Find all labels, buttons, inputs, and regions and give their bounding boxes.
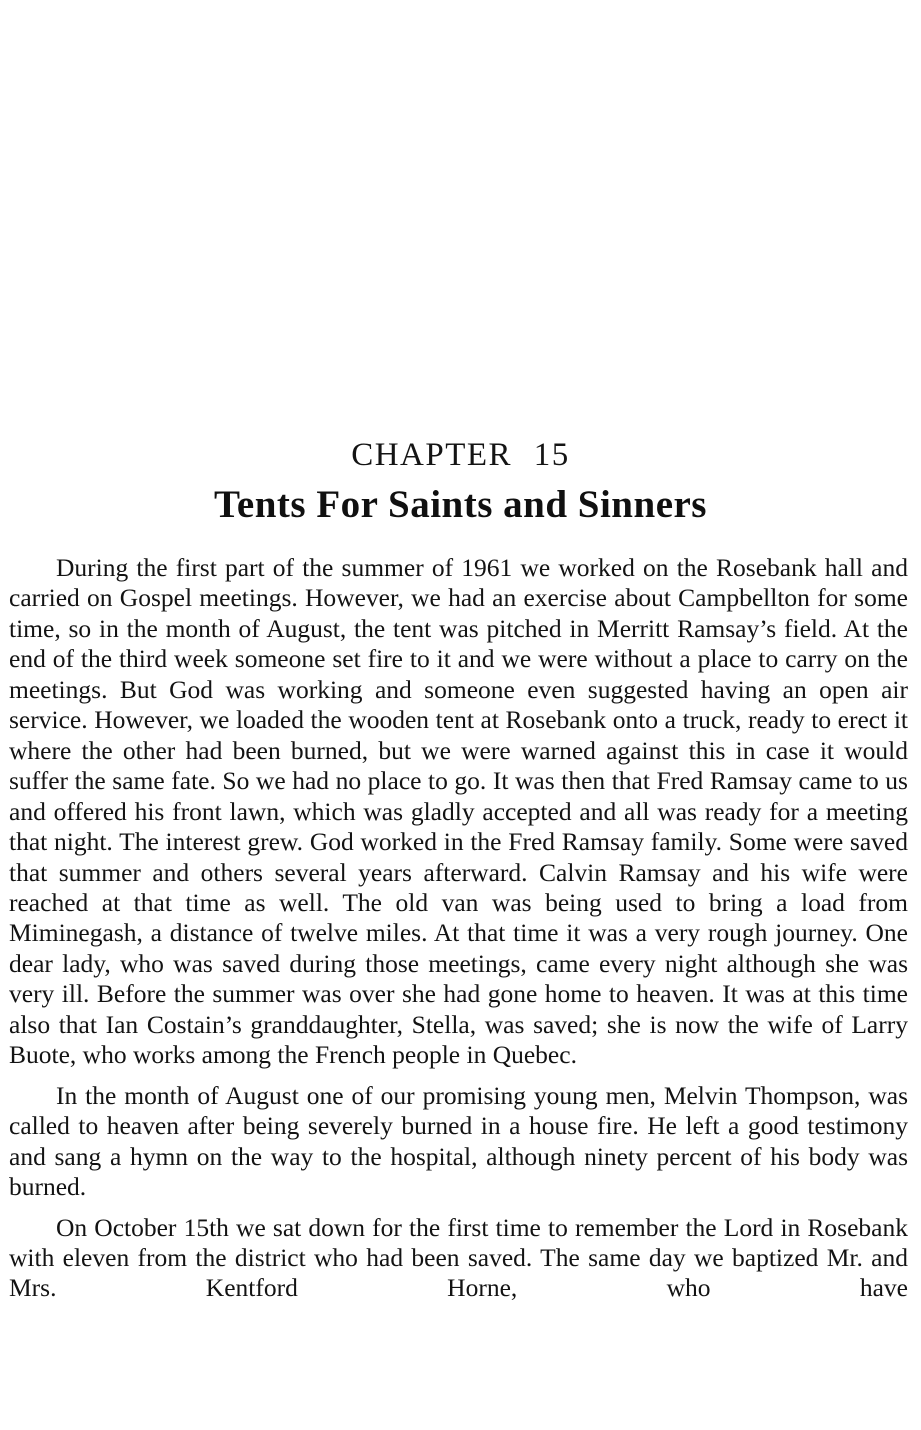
chapter-heading: CHAPTER 15 <box>351 437 570 473</box>
chapter-title: Tents For Saints and Sinners <box>214 483 707 526</box>
paragraph-1: During the first part of the summer of 1961 we worked on the Rosebank hall and carried on Gospel meetings. However, we had an exercise about Campbellton for some time, so in the month of August, the tent was pitched in Merritt Ramsay’s field. At the end of the third week someone set fire to it and we were without a place to carry on the meetings. But God was working and someone even suggested having an open air service. However, we loaded the wooden tent at Rosebank onto a truck, ready to erect it where the other had been burned, but we were warned against this in case it would suffer the same fate. So we had no place to go. It was then that Fred Ramsay came to us and offered his front lawn, which was gladly accepted and all was ready for a meeting that night. The interest grew. God worked in the Fred Ramsay family. Some were saved that summer and others several years afterward. Calvin Ramsay and his wife were reached at that time as well. The old van was being used to bring a load from Miminegash, a distance of twelve miles. At that time it was a very rough journey. One dear lady, who was saved during those meetings, came every night although she was very ill. Before the summer was over she had gone home to heaven. It was at this time also that Ian Costain’s granddaughter, Stella, was saved; she is now the wife of Larry Buote, who works among the French people in Quebec. <box>9 553 908 1070</box>
paragraph-2: In the month of August one of our promising young men, Melvin Thompson, was called to heaven after being severely burned in a house fire. He left a good testimony and sang a hymn on the way to the hospital, although ninety percent of his body was burned. <box>9 1080 908 1202</box>
paragraph-3: On October 15th we sat down for the first time to remember the Lord in Rosebank with eleven from the district who had been saved. The same day we baptized Mr. and Mrs. Kentford Horne, who have <box>9 1212 908 1303</box>
